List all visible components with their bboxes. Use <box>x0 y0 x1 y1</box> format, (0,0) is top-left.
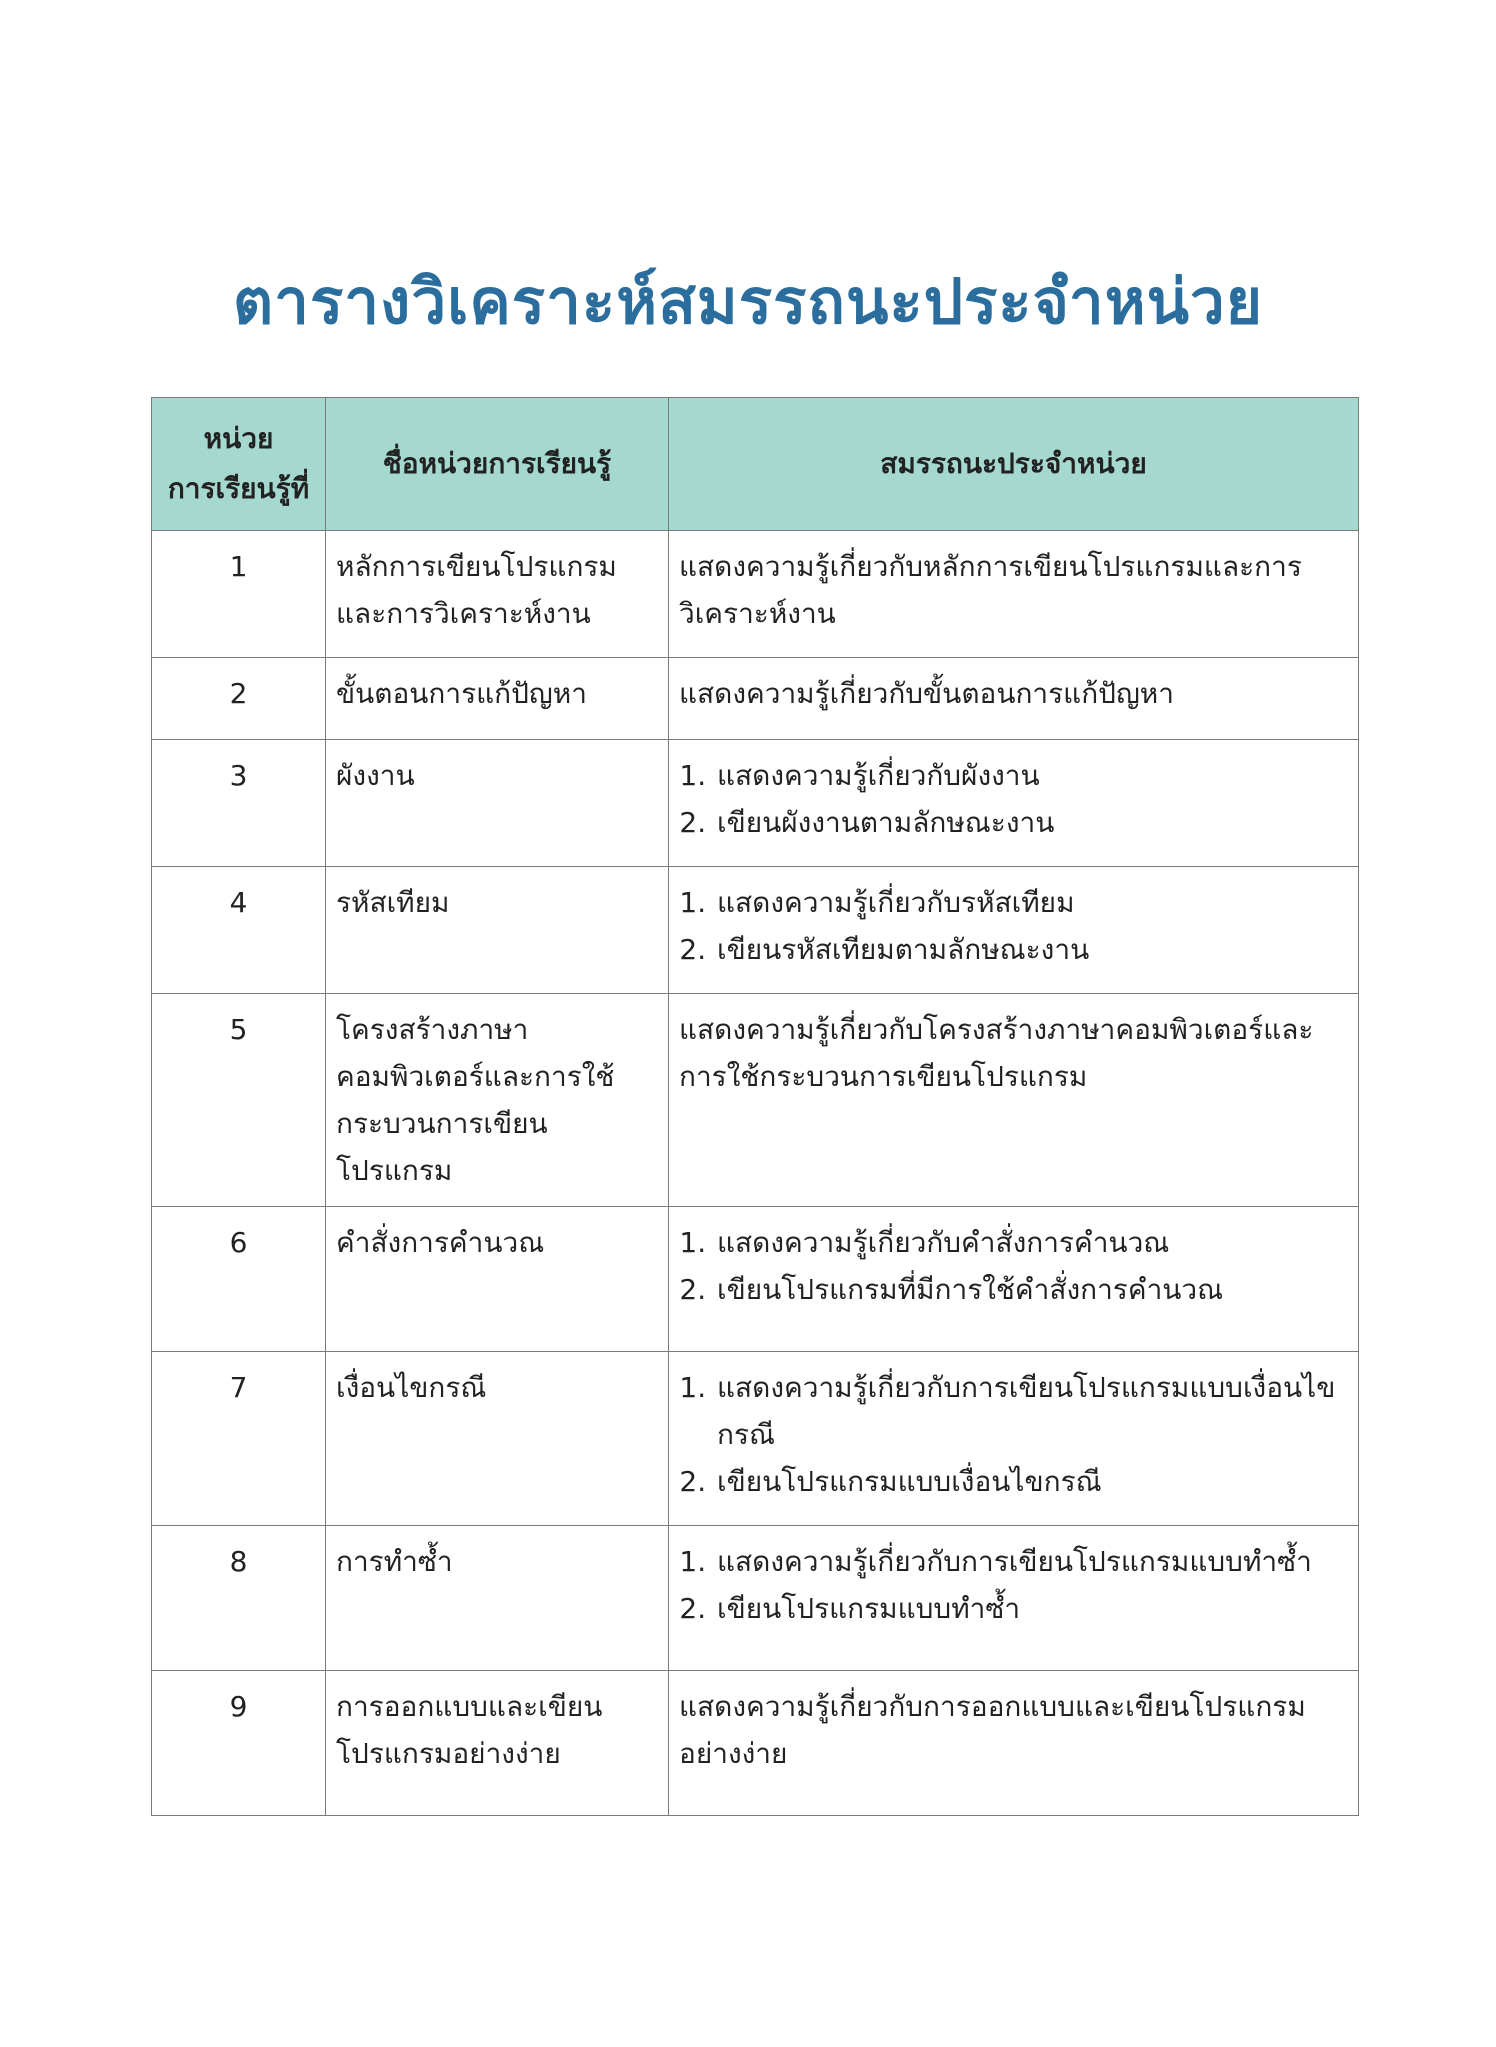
table-row <box>152 994 1359 1207</box>
competency-item: 1. แสดงความรู้เกี่ยวกับการเขียนโปรแกรมแบบเงื่อนไขกรณี <box>715 1364 1348 1458</box>
table-row <box>152 867 1359 994</box>
unit-name: การออกแบบและเขียนโปรแกรมอย่างง่าย <box>326 1671 669 1816</box>
header-unit-name: ชื่อหน่วยการเรียนรู้ <box>326 398 669 531</box>
unit-competency: แสดงความรู้เกี่ยวกับโครงสร้างภาษาคอมพิวเตอร์และการใช้กระบวนการเขียนโปรแกรม <box>669 994 1359 1207</box>
table-row <box>152 531 1359 658</box>
competency-list <box>679 1538 1348 1632</box>
unit-name: หลักการเขียนโปรแกรมและการวิเคราะห์งาน <box>326 531 669 658</box>
unit-number: 3 <box>152 740 326 867</box>
unit-competency: แสดงความรู้เกี่ยวกับการออกแบบและเขียนโปรแกรมอย่างง่าย <box>669 1671 1359 1816</box>
table-row <box>152 1352 1359 1526</box>
header-competency: สมรรถนะประจำหน่วย <box>669 398 1359 531</box>
competency-item: 1. แสดงความรู้เกี่ยวกับคำสั่งการคำนวณ <box>715 1219 1348 1266</box>
table-row <box>152 740 1359 867</box>
competency-item: 2. เขียนโปรแกรมแบบทำซ้ำ <box>715 1585 1348 1632</box>
unit-competency <box>669 867 1359 994</box>
competency-list <box>679 1219 1348 1313</box>
table-row <box>152 1671 1359 1816</box>
unit-name: ผังงาน <box>326 740 669 867</box>
competency-item: 1. แสดงความรู้เกี่ยวกับการเขียนโปรแกรมแบบทำซ้ำ <box>715 1538 1348 1585</box>
unit-name: รหัสเทียม <box>326 867 669 994</box>
page-title: ตารางวิเคราะห์สมรรถนะประจำหน่วย <box>232 265 1264 338</box>
unit-number: 7 <box>152 1352 326 1526</box>
unit-name: ขั้นตอนการแก้ปัญหา <box>326 658 669 740</box>
unit-name: เงื่อนไขกรณี <box>326 1352 669 1526</box>
table-row <box>152 1207 1359 1352</box>
unit-competency <box>669 740 1359 867</box>
competency-item: 2. เขียนรหัสเทียมตามลักษณะงาน <box>715 926 1348 973</box>
unit-name: คำสั่งการคำนวณ <box>326 1207 669 1352</box>
competency-item: 1. แสดงความรู้เกี่ยวกับรหัสเทียม <box>715 879 1348 926</box>
unit-number: 6 <box>152 1207 326 1352</box>
table-row <box>152 1526 1359 1671</box>
table-header-row <box>152 398 1359 531</box>
unit-competency: แสดงความรู้เกี่ยวกับขั้นตอนการแก้ปัญหา <box>669 658 1359 740</box>
unit-name: การทำซ้ำ <box>326 1526 669 1671</box>
unit-number: 9 <box>152 1671 326 1816</box>
unit-number: 4 <box>152 867 326 994</box>
unit-name: โครงสร้างภาษาคอมพิวเตอร์และการใช้กระบวนการเขียนโปรแกรม <box>326 994 669 1207</box>
competency-item: 2. เขียนโปรแกรมที่มีการใช้คำสั่งการคำนวณ <box>715 1266 1348 1313</box>
unit-number: 5 <box>152 994 326 1207</box>
competency-item: 2. เขียนผังงานตามลักษณะงาน <box>715 799 1348 846</box>
unit-competency <box>669 1526 1359 1671</box>
header-unit-number <box>152 398 326 531</box>
competency-list <box>679 1364 1348 1505</box>
competency-item: 2. เขียนโปรแกรมแบบเงื่อนไขกรณี <box>715 1458 1348 1505</box>
competency-item: 1. แสดงความรู้เกี่ยวกับผังงาน <box>715 752 1348 799</box>
header-unit-line2: การเรียนรู้ที่ <box>167 472 310 505</box>
unit-competency: แสดงความรู้เกี่ยวกับหลักการเขียนโปรแกรมและการวิเคราะห์งาน <box>669 531 1359 658</box>
unit-competency <box>669 1352 1359 1526</box>
competency-list <box>679 752 1348 846</box>
header-unit-line1: หน่วย <box>203 422 274 455</box>
competency-table <box>151 397 1359 1816</box>
unit-number: 1 <box>152 531 326 658</box>
competency-list <box>679 879 1348 973</box>
unit-number: 8 <box>152 1526 326 1671</box>
table-row <box>152 658 1359 740</box>
unit-competency <box>669 1207 1359 1352</box>
unit-number: 2 <box>152 658 326 740</box>
